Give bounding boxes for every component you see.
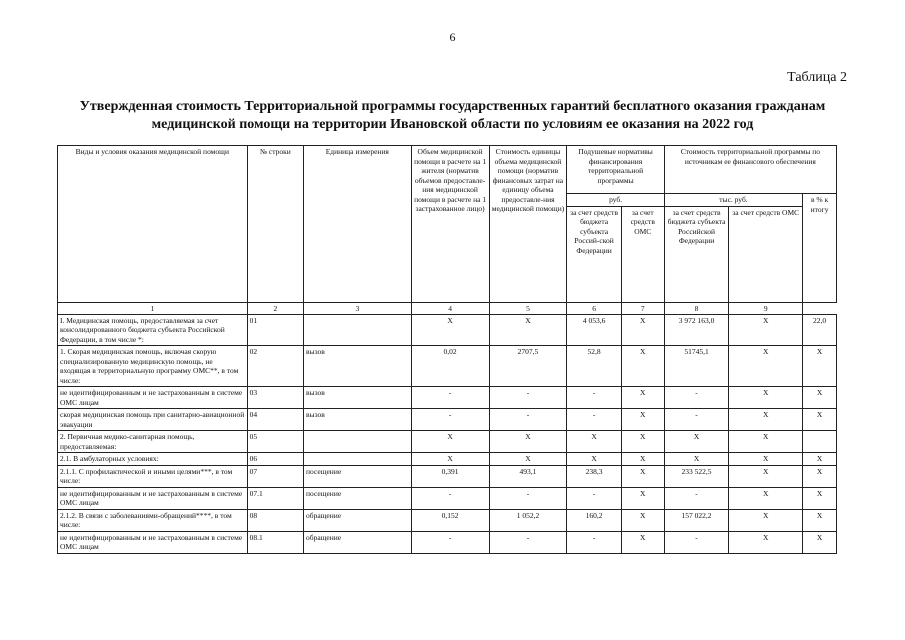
table-cell: X bbox=[621, 387, 664, 409]
table-cell: X bbox=[621, 465, 664, 487]
row-description: 2.1.1. С профилактической и иными целями***, в том числе: bbox=[58, 465, 248, 487]
table-cell: X bbox=[621, 509, 664, 531]
table-cell: X bbox=[621, 453, 664, 466]
table-cell: - bbox=[664, 387, 729, 409]
table-cell: 04 bbox=[247, 409, 303, 431]
table-cell: 07.1 bbox=[247, 487, 303, 509]
table-cell: обращение bbox=[304, 509, 412, 531]
table-row bbox=[58, 487, 837, 509]
table-cell: X bbox=[411, 453, 489, 466]
table-cell: X bbox=[567, 431, 621, 453]
table-cell: 08 bbox=[247, 509, 303, 531]
row-description: 2.1.2. В связи с заболеваниями-обращений****, в том числе: bbox=[58, 509, 248, 531]
col-number: 4 bbox=[411, 302, 489, 314]
table-cell: посещение bbox=[304, 465, 412, 487]
header-rub: руб. bbox=[567, 194, 664, 207]
table-cell bbox=[803, 431, 837, 453]
table-cell: X bbox=[803, 346, 837, 387]
table-cell: 52,8 bbox=[567, 346, 621, 387]
table-cell: - bbox=[411, 487, 489, 509]
table-cell: X bbox=[621, 314, 664, 346]
table-cell: посещение bbox=[304, 487, 412, 509]
table-cell: X bbox=[567, 453, 621, 466]
table-cell: - bbox=[567, 487, 621, 509]
table-cell: - bbox=[664, 531, 729, 553]
col-number: 2 bbox=[247, 302, 303, 314]
table-cell: вызов bbox=[304, 409, 412, 431]
row-description: не идентифицированным и не застрахованным в системе ОМС лицам bbox=[58, 531, 248, 553]
row-description: 2.1. В амбулаторных условиях: bbox=[58, 453, 248, 466]
table-cell: X bbox=[729, 509, 803, 531]
table-cell: - bbox=[411, 409, 489, 431]
table-cell: X bbox=[803, 487, 837, 509]
table-cell: X bbox=[729, 409, 803, 431]
table-cell: X bbox=[489, 431, 567, 453]
table-cell: - bbox=[489, 387, 567, 409]
table-cell: 05 bbox=[247, 431, 303, 453]
table-cell: 4 053,6 bbox=[567, 314, 621, 346]
table-cell: 3 972 163,0 bbox=[664, 314, 729, 346]
header-kinds: Виды и условия оказания медицинской помощи bbox=[58, 146, 248, 303]
table-cell: вызов bbox=[304, 387, 412, 409]
table-cell: 233 522,5 bbox=[664, 465, 729, 487]
table-cell: X bbox=[489, 314, 567, 346]
header-oms: за счет средств ОМС bbox=[621, 206, 664, 302]
table-cell: X bbox=[621, 409, 664, 431]
table-cell bbox=[304, 431, 412, 453]
table-cell: 06 bbox=[247, 453, 303, 466]
cost-table bbox=[57, 145, 837, 554]
table-cell: - bbox=[664, 409, 729, 431]
header-row-number: № строки bbox=[247, 146, 303, 303]
table-cell: X bbox=[803, 453, 837, 466]
table-cell: 157 022,2 bbox=[664, 509, 729, 531]
header-unit-cost: Стоимость единицы объема медицинской помощи (норматив финансовых затрат на единицу объема предоставле-ния медицинской помощи) bbox=[489, 146, 567, 303]
header-volume: Объем медицинской помощи в расчете на 1 жителя (норматив объемов предоставле-ния медицинской помощи в расчете на 1 застрахованное лицо) bbox=[411, 146, 489, 303]
header-program-cost: Стоимость территориальной программы по источникам ее финансового обеспечения bbox=[664, 146, 836, 194]
table-cell: X bbox=[729, 465, 803, 487]
table-cell: X bbox=[664, 453, 729, 466]
table-cell: X bbox=[803, 409, 837, 431]
table-cell: - bbox=[489, 487, 567, 509]
table-cell: - bbox=[411, 531, 489, 553]
table-cell: 08.1 bbox=[247, 531, 303, 553]
row-description: не идентифицированным и не застрахованным в системе ОМС лицам bbox=[58, 487, 248, 509]
table-cell: X bbox=[489, 453, 567, 466]
table-cell: 493,1 bbox=[489, 465, 567, 487]
table-cell: вызов bbox=[304, 346, 412, 387]
table-cell: обращение bbox=[304, 531, 412, 553]
table-cell: 02 bbox=[247, 346, 303, 387]
table-cell: X bbox=[621, 531, 664, 553]
table-row bbox=[58, 431, 837, 453]
row-description: 2. Первичная медико-санитарная помощь, предоставляемая: bbox=[58, 431, 248, 453]
table-header bbox=[58, 146, 837, 315]
header-per-capita: Подушевые нормативы финансирования территориальной программы bbox=[567, 146, 664, 194]
row-description: скорая медицинская помощь при санитарно-авиационной эвакуации bbox=[58, 409, 248, 431]
header-budget-cost: за счет средств бюджета субъекта Российской Федерации bbox=[664, 206, 729, 302]
table-row bbox=[58, 387, 837, 409]
table-cell: X bbox=[411, 314, 489, 346]
table-row bbox=[58, 509, 837, 531]
table-row bbox=[58, 465, 837, 487]
col-number: 6 bbox=[567, 302, 621, 314]
header-pct-total: в % к итогу bbox=[803, 194, 837, 303]
table-cell: X bbox=[411, 431, 489, 453]
table-row bbox=[58, 314, 837, 346]
table-cell: 160,2 bbox=[567, 509, 621, 531]
table-cell: - bbox=[489, 531, 567, 553]
table-cell: 0,152 bbox=[411, 509, 489, 531]
col-number: 5 bbox=[489, 302, 567, 314]
table-cell: X bbox=[729, 387, 803, 409]
header-oms-cost: за счет средств ОМС bbox=[729, 206, 803, 302]
table-cell: - bbox=[567, 531, 621, 553]
table-cell: - bbox=[664, 487, 729, 509]
table-cell: 03 bbox=[247, 387, 303, 409]
table-cell: 2707,5 bbox=[489, 346, 567, 387]
table-cell: 1 052,2 bbox=[489, 509, 567, 531]
table-cell: - bbox=[567, 409, 621, 431]
table-cell: X bbox=[621, 431, 664, 453]
table-row bbox=[58, 453, 837, 466]
header-thous-rub: тыс. руб. bbox=[664, 194, 802, 207]
col-number: 7 bbox=[621, 302, 664, 314]
row-description: I. Медицинская помощь, предоставляемая за счет консолидированного бюджета субъекта Российской Федерации, в том числе *: bbox=[58, 314, 248, 346]
table-cell: 22,0 bbox=[803, 314, 837, 346]
table-cell: X bbox=[803, 465, 837, 487]
table-cell: 01 bbox=[247, 314, 303, 346]
table-row bbox=[58, 531, 837, 553]
table-cell: X bbox=[803, 387, 837, 409]
table-body bbox=[58, 314, 837, 553]
table-cell: X bbox=[729, 346, 803, 387]
column-number-row bbox=[58, 302, 837, 314]
table-cell: - bbox=[411, 387, 489, 409]
table-cell: 0,391 bbox=[411, 465, 489, 487]
table-cell: X bbox=[621, 487, 664, 509]
table-cell: X bbox=[729, 314, 803, 346]
table-cell: 238,3 bbox=[567, 465, 621, 487]
table-cell: X bbox=[729, 531, 803, 553]
col-number: 1 bbox=[58, 302, 248, 314]
row-description: не идентифицированным и не застрахованным в системе ОМС лицам bbox=[58, 387, 248, 409]
table-cell: 0,02 bbox=[411, 346, 489, 387]
row-description: 1. Скорая медицинская помощь, включая скорую специализированную медицинскую помощь, не входящая в территориальную программу ОМС**, в том числе: bbox=[58, 346, 248, 387]
table-cell: X bbox=[803, 531, 837, 553]
table-cell: X bbox=[729, 487, 803, 509]
table-cell: X bbox=[729, 453, 803, 466]
table-cell: X bbox=[803, 509, 837, 531]
table-cell: 07 bbox=[247, 465, 303, 487]
table-cell: X bbox=[621, 346, 664, 387]
col-number: 8 bbox=[664, 302, 729, 314]
table-row bbox=[58, 346, 837, 387]
col-number: 9 bbox=[729, 302, 803, 314]
page-number: 6 bbox=[449, 30, 456, 44]
table-cell bbox=[304, 314, 412, 346]
table-cell: - bbox=[489, 409, 567, 431]
table-cell bbox=[304, 453, 412, 466]
header-budget: за счет средств бюджета субъекта Россий-ской Федерации bbox=[567, 206, 621, 302]
document-title: Утвержденная стоимость Территориальной программы государственных гарантий бесплатного оказания гражданам медицинской помощи на территории Ивановской области по условиям ее оказания на 2022 год bbox=[79, 99, 826, 132]
table-cell: 51745,1 bbox=[664, 346, 729, 387]
table-cell: - bbox=[567, 387, 621, 409]
header-unit: Единица измерения bbox=[304, 146, 412, 303]
table-cell: X bbox=[664, 431, 729, 453]
table-row bbox=[58, 409, 837, 431]
col-number: 3 bbox=[304, 302, 412, 314]
table-label: Таблица 2 bbox=[787, 70, 847, 85]
table-cell: X bbox=[729, 431, 803, 453]
